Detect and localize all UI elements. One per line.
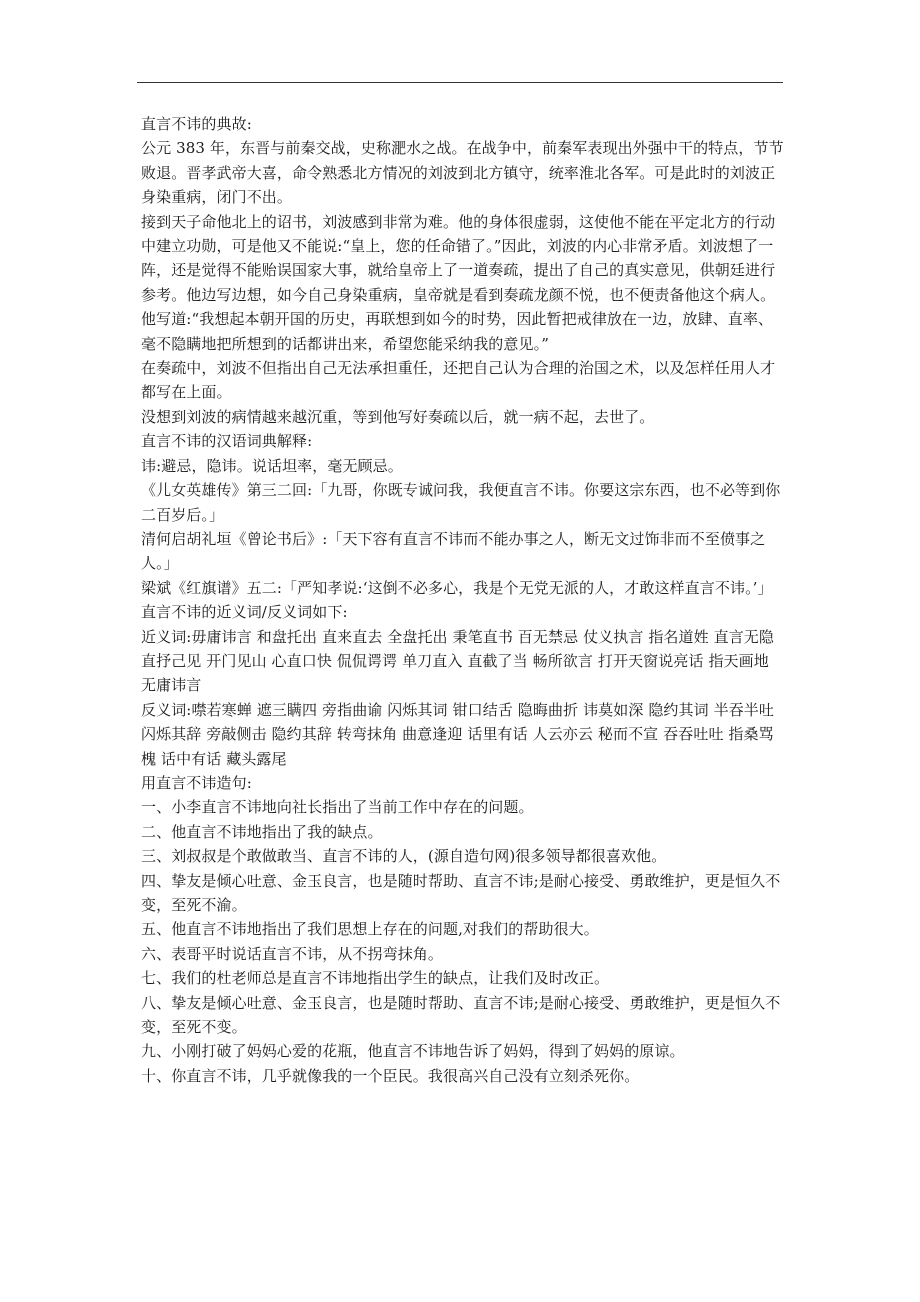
section-heading-dictionary: 直言不讳的汉语词典解释: (141, 432, 313, 451)
citation-paragraph: 梁斌《红旗谱》五二:「严知孝说:‘这倒不必多心，我是个无党无派的人，才敢这样直言不讳。’」 (141, 578, 773, 597)
citation-paragraph: 清何启胡礼垣《曾论书后》:「天下容有直言不讳而不能办事之人，断无文过饰非而不至偾事之人。」 (141, 529, 766, 573)
definition-paragraph: 讳:避忌，隐讳。说话坦率，毫无顾忌。 (141, 456, 403, 475)
example-sentence: 七、我们的杜老师总是直言不讳地指出学生的缺点，让我们及时改正。 (141, 969, 610, 988)
example-sentence: 五、他直言不讳地指出了我们思想上存在的问题,对我们的帮助很大。 (141, 920, 599, 939)
example-sentence: 四、挚友是倾心吐意、金玉良言，也是随时帮助、直言不讳;是耐心接受、勇敢维护，更是恒久不变，至死不渝。 (141, 871, 781, 914)
example-sentence: 六、表哥平时说话直言不讳，从不拐弯抹角。 (141, 944, 444, 963)
story-paragraph: 在奏疏中，刘波不但指出自己无法承担重任，还把自己认为合理的治国之术，以及怎样任用人才都写在上面。 (141, 359, 776, 402)
example-sentence: 三、刘叔叔是个敢做敢当、直言不讳的人，(源自造句网)很多领导都很喜欢他。 (141, 847, 667, 866)
synonyms-list: 近义词:毋庸讳言 和盘托出 直来直去 全盘托出 秉笔直书 百无禁忌 仗义执言 指名道姓 直言无隐 直抒己见 开门见山 心直口快 侃侃谔谔 单刀直入 直截了当 畅所欲言 打开天窗说亮话 指天画地 无庸讳言 (141, 627, 775, 695)
section-heading-allusion: 直言不讳的典故: (141, 115, 252, 133)
example-sentence: 一、小李直言不讳地向社长指出了当前工作中存在的问题。 (141, 798, 534, 817)
story-paragraph: 接到天子命他北上的诏书，刘波感到非常为难。他的身体很虚弱，这使他不能在平定北方的行动中建立功勋，可是他又不能说:“皇上，您的任命错了。”因此，刘波的内心非常矛盾。刘波想了一阵，还是觉得不能贻误国家大事，就给皇帝上了一道奏疏，提出了自己的真实意见，供朝廷进行参考。他边写边想，如今自己身染重病，皇帝就是看到奏疏龙颜不悦，也不便责备他这个病人。 (141, 212, 776, 304)
citation-paragraph: 《儿女英雄传》第三二回:「九哥，你既专诚问我，我便直言不讳。你要这宗东西，也不必等到你二百岁后。」 (141, 481, 781, 524)
example-sentence: 二、他直言不讳地指出了我的缺点。 (141, 822, 383, 841)
story-paragraph: 公元 383 年，东晋与前秦交战，史称淝水之战。在战争中，前秦军表现出外强中干的特点，节节败退。晋孝武帝大喜，命令熟悉北方情况的刘波到北方镇守，统率淮北各军。可是此时的刘波正身染重病，闭门不出。 (141, 139, 784, 207)
story-paragraph: 没想到刘波的病情越来越沉重，等到他写好奏疏以后，就一病不起，去世了。 (141, 407, 655, 426)
example-sentence: 九、小刚打破了妈妈心爱的花瓶，他直言不讳地告诉了妈妈，得到了妈妈的原谅。 (141, 1042, 685, 1061)
document-body (141, 112, 785, 1088)
antonyms-list: 反义词:噤若寒蝉 遮三瞒四 旁指曲谕 闪烁其词 钳口结舌 隐晦曲折 讳莫如深 隐约其词 半吞半吐 闪烁其辞 旁敲侧击 隐约其辞 转弯抹角 曲意逢迎 话里有话 人云亦云 秘而不宣 吞吞吐吐 指桑骂槐 话中有话 藏头露尾 (141, 700, 775, 768)
example-sentence: 八、挚友是倾心吐意、金玉良言，也是随时帮助、直言不讳;是耐心接受、勇敢维护，更是恒久不变，至死不变。 (141, 993, 781, 1037)
story-paragraph: 他写道:“我想起本朝开国的历史，再联想到如今的时势，因此暂把戒律放在一边，放肆、直率、毫不隐瞒地把所想到的话都讲出来，希望您能采纳我的意见。” (141, 310, 774, 353)
section-heading-sentences: 用直言不讳造句: (141, 773, 252, 792)
section-heading-synonyms: 直言不讳的近义词/反义词如下: (141, 603, 348, 622)
header-rule (137, 82, 783, 83)
example-sentence: 十、你直言不讳，几乎就像我的一个臣民。我很高兴自己没有立刻杀死你。 (141, 1066, 640, 1085)
